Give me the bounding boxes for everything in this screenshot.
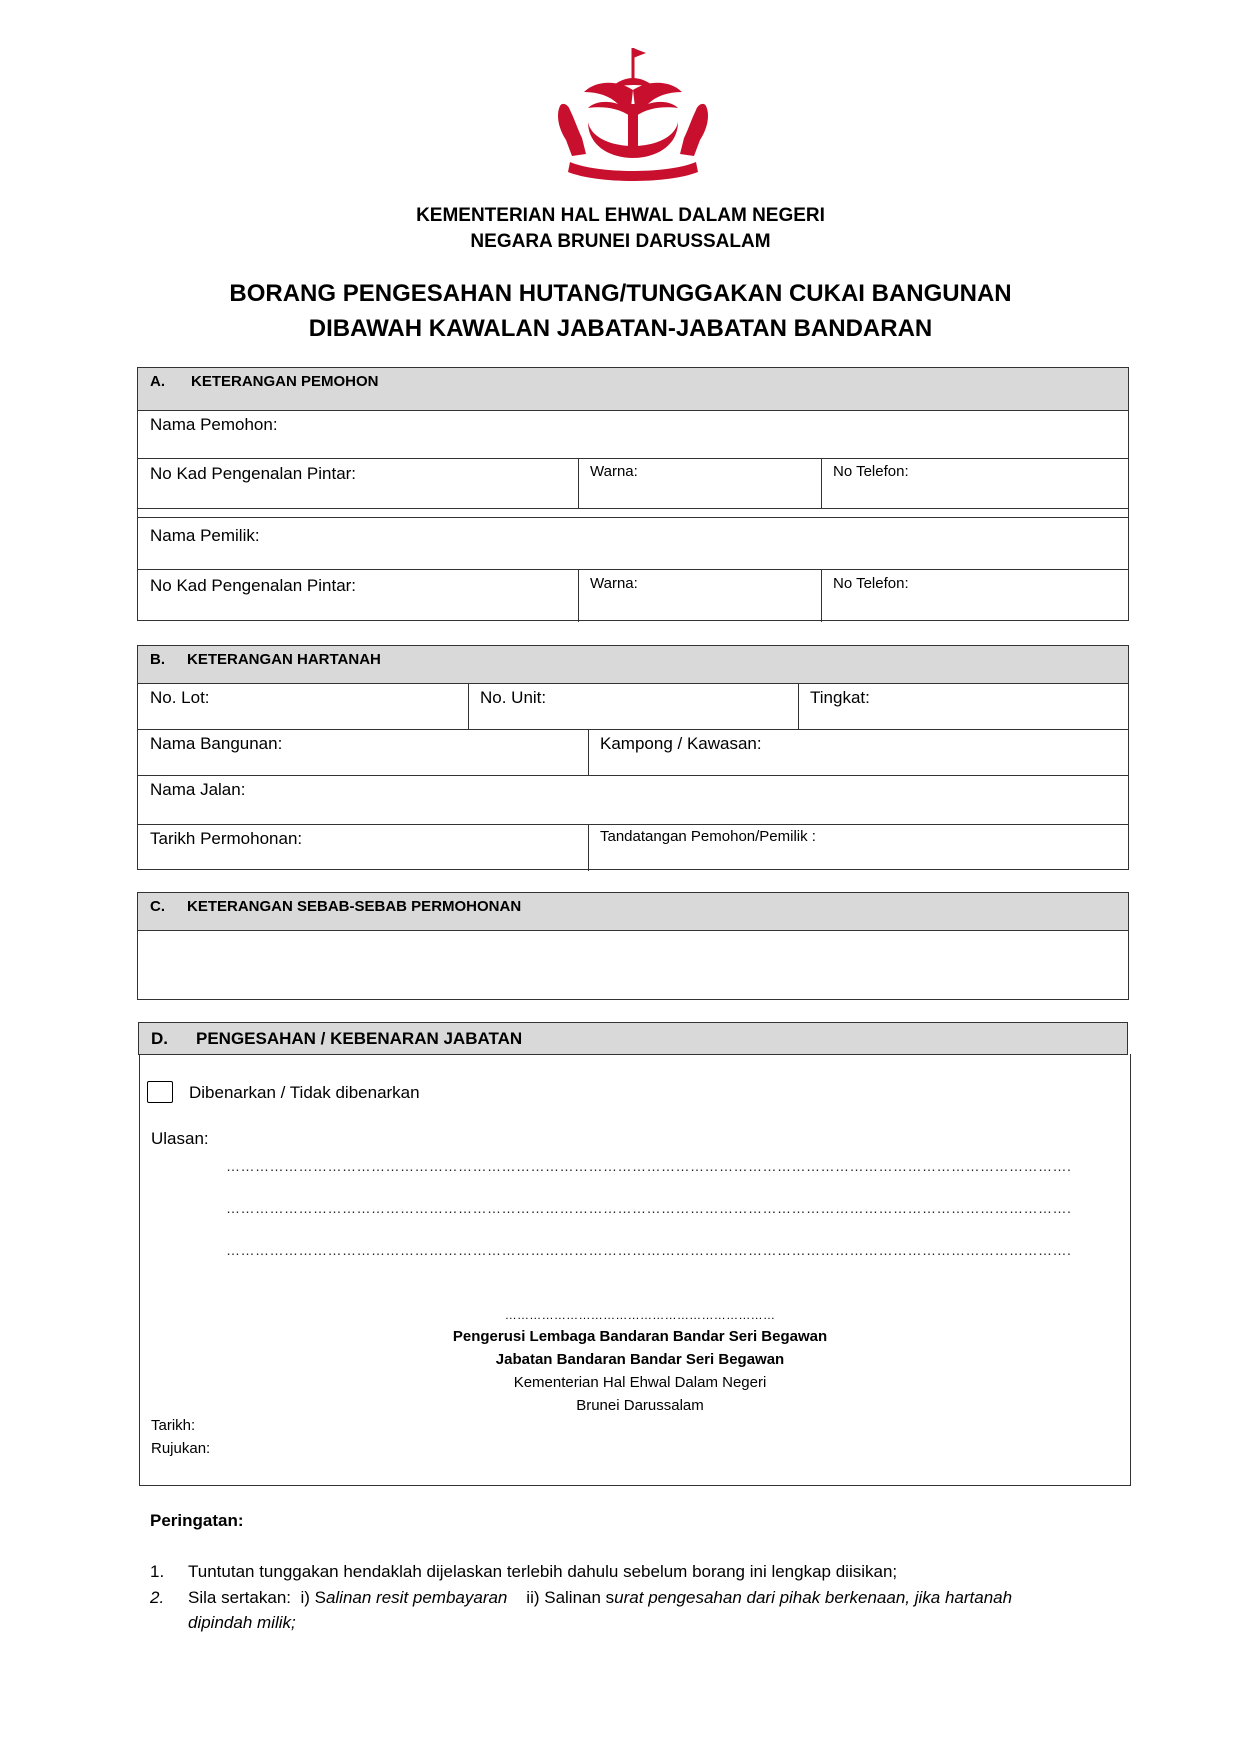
- applicant-name-field[interactable]: Nama Pemohon:: [150, 415, 278, 434]
- applicant-color-field[interactable]: Warna:: [590, 463, 638, 480]
- notes-heading: Peringatan:: [150, 1511, 244, 1530]
- section-c-title: KETERANGAN SEBAB-SEBAB PERMOHONAN: [187, 898, 522, 915]
- building-name-field[interactable]: Nama Bangunan:: [150, 734, 283, 753]
- remarks-line-1[interactable]: ………………………………………………………………………………………………………………………………………………………….: [226, 1158, 1072, 1174]
- form-title-line2: DIBAWAH KAWALAN JABATAN-JABATAN BANDARAN: [308, 315, 933, 342]
- chairman-signature-line: …………………………………………………………: [504, 1308, 776, 1322]
- form-title-line1: BORANG PENGESAHAN HUTANG/TUNGGAKAN CUKAI BANGUNAN: [229, 280, 1012, 307]
- signature-field[interactable]: Tandatangan Pemohon/Pemilik :: [600, 828, 816, 845]
- signatory-ministry: Kementerian Hal Ehwal Dalam Negeri: [513, 1374, 767, 1391]
- section-b-title: KETERANGAN HARTANAH: [187, 651, 381, 668]
- note-item-2: [150, 1585, 1150, 1610]
- owner-color-field[interactable]: Warna:: [590, 575, 638, 592]
- section-c-header: [138, 893, 1128, 931]
- ministry-name-line1: KEMENTERIAN HAL EHWAL DALAM NEGERI: [416, 205, 825, 226]
- note-1-text: Tuntutan tunggakan hendaklah dijelaskan terlebih dahulu sebelum borang ini lengkap diisikan;: [188, 1562, 898, 1581]
- note-2-mid: ii) Salinan s: [507, 1588, 615, 1607]
- reasons-textarea[interactable]: [138, 931, 1128, 999]
- note-1-number: 1.: [150, 1562, 165, 1581]
- remarks-line-2[interactable]: ………………………………………………………………………………………………………………………………………………………….: [226, 1200, 1072, 1216]
- note-2-number: 2.: [150, 1588, 165, 1607]
- section-d-approval: [139, 1054, 1131, 1486]
- street-name-field[interactable]: Nama Jalan:: [150, 780, 246, 799]
- application-date-field[interactable]: Tarikh Permohonan:: [150, 829, 303, 848]
- note-item-2-continuation: [150, 1610, 1150, 1635]
- section-b-letter: B.: [150, 651, 165, 668]
- note-2-prefix: Sila sertakan: i) S: [188, 1588, 326, 1607]
- owner-name-field[interactable]: Nama Pemilik:: [150, 526, 260, 545]
- applicant-phone-field[interactable]: No Telefon:: [833, 463, 909, 480]
- section-a-letter: A.: [150, 373, 165, 390]
- section-a-header: [138, 368, 1128, 411]
- note-2-item-i: alinan resit pembayaran: [325, 1588, 508, 1607]
- owner-phone-field[interactable]: No Telefon:: [833, 575, 909, 592]
- remarks-line-3[interactable]: ………………………………………………………………………………………………………………………………………………………….: [226, 1242, 1072, 1258]
- signatory-title: Pengerusi Lembaga Bandaran Bandar Seri Begawan: [452, 1328, 828, 1345]
- reference-field[interactable]: Rujukan:: [151, 1440, 211, 1457]
- signatory-country: Brunei Darussalam: [576, 1397, 704, 1414]
- section-a-applicant-info: [137, 367, 1129, 621]
- section-d-letter: D.: [151, 1029, 168, 1048]
- note-2-item-ii: urat pengesahan dari pihak berkenaan, jika hartanah: [614, 1588, 1013, 1607]
- section-d-header-box: [138, 1022, 1128, 1055]
- section-b-property-info: [137, 645, 1129, 870]
- approval-date-field[interactable]: Tarikh:: [151, 1417, 196, 1434]
- floor-field[interactable]: Tingkat:: [810, 688, 870, 707]
- section-c-reasons: [137, 892, 1129, 1000]
- area-field[interactable]: Kampong / Kawasan:: [600, 734, 762, 753]
- remarks-label: Ulasan:: [151, 1129, 209, 1148]
- applicant-ic-field[interactable]: No Kad Pengenalan Pintar:: [150, 464, 357, 483]
- section-a-title: KETERANGAN PEMOHON: [191, 373, 379, 390]
- ministry-name-line2: NEGARA BRUNEI DARUSSALAM: [470, 231, 771, 252]
- note-item-1: [150, 1559, 1150, 1584]
- approval-checkbox[interactable]: [147, 1081, 173, 1103]
- section-b-header: [138, 646, 1128, 684]
- lot-number-field[interactable]: No. Lot:: [150, 688, 210, 707]
- owner-ic-field[interactable]: No Kad Pengenalan Pintar:: [150, 576, 357, 595]
- section-c-letter: C.: [150, 898, 165, 915]
- signatory-department: Jabatan Bandaran Bandar Seri Begawan: [495, 1351, 785, 1368]
- unit-number-field[interactable]: No. Unit:: [480, 688, 547, 707]
- section-d-title: PENGESAHAN / KEBENARAN JABATAN: [196, 1029, 523, 1048]
- brunei-emblem-icon: [548, 44, 718, 194]
- note-2-continuation-text: dipindah milik;: [188, 1613, 296, 1632]
- approval-label: Dibenarkan / Tidak dibenarkan: [189, 1083, 420, 1102]
